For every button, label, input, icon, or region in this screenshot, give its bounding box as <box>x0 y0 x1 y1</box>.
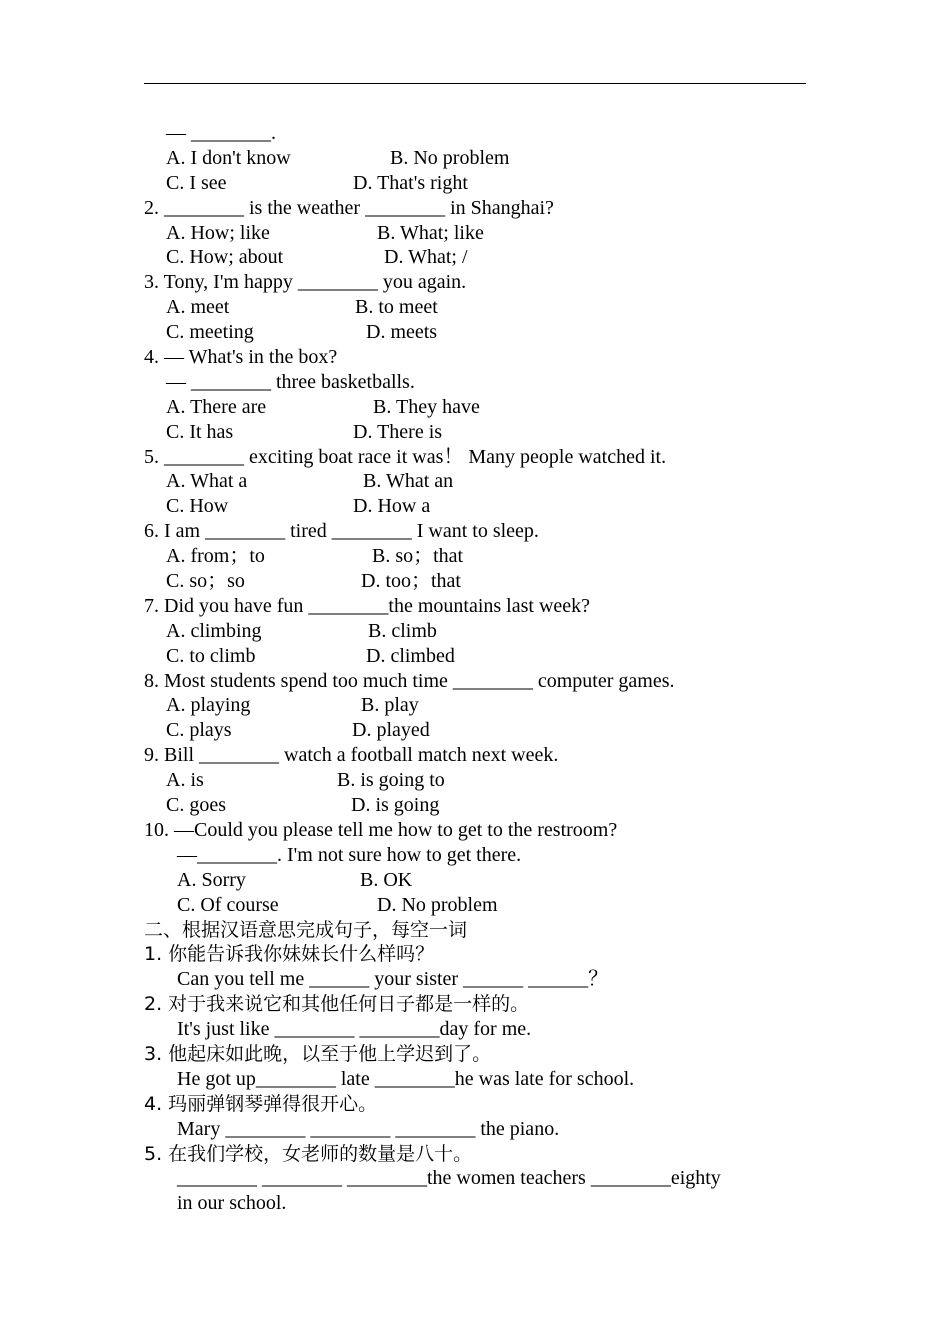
answer-options-row <box>144 868 824 893</box>
question-line: 4. — What's in the box? <box>144 346 338 369</box>
option-left: C. meeting <box>166 321 254 344</box>
option-left: A. is <box>166 769 204 792</box>
option-left: C. How; about <box>166 246 284 269</box>
question-line: ________ ________ ________the women teachers ________eighty <box>177 1167 721 1190</box>
option-right: B. OK <box>360 868 413 891</box>
header-rule <box>144 83 806 84</box>
worksheet-body <box>144 121 824 1216</box>
option-left: C. Of course <box>177 893 279 916</box>
question-line: 5. ________ exciting boat race it was！ Many people watched it. <box>144 445 667 468</box>
question-line: in our school. <box>177 1192 287 1215</box>
chinese-prompt-line: 二、根据汉语意思完成句子，每空一词 <box>144 918 468 941</box>
question-line: 2. ________ is the weather ________ in Shanghai? <box>144 196 554 219</box>
option-left: C. to climb <box>166 644 256 667</box>
answer-options-row <box>144 893 824 918</box>
answer-options-row <box>144 793 824 818</box>
option-left: A. There are <box>166 395 267 418</box>
question-line: He got up________ late ________he was late for school. <box>177 1067 635 1090</box>
option-right: B. so；that <box>372 545 464 568</box>
answer-options-row <box>144 469 824 494</box>
question-line: Can you tell me ______ your sister ______ ______？ <box>177 968 609 991</box>
question-line: 6. I am ________ tired ________ I want to sleep. <box>144 520 539 543</box>
option-right: D. is going <box>351 794 440 817</box>
question-line: It's just like ________ ________day for me. <box>177 1018 532 1041</box>
answer-options-row <box>144 295 824 320</box>
answer-options-row <box>144 768 824 793</box>
option-right: B. No problem <box>390 146 510 169</box>
question-line: 8. Most students spend too much time ________ computer games. <box>144 669 675 692</box>
option-left: C. It has <box>166 420 234 443</box>
option-right: B. climb <box>368 619 437 642</box>
option-left: A. from；to <box>166 545 265 568</box>
option-right: D. meets <box>366 321 438 344</box>
option-right: B. What an <box>363 470 454 493</box>
chinese-prompt-line: 2. 对于我来说它和其他任何日子都是一样的。 <box>144 993 530 1016</box>
answer-options-row <box>144 544 824 569</box>
answer-options-row <box>144 395 824 420</box>
option-right: B. What; like <box>377 221 484 244</box>
answer-options-row <box>144 221 824 246</box>
option-left: C. How <box>166 495 229 518</box>
option-left: A. I don't know <box>166 146 291 169</box>
option-right: D. too；that <box>361 570 461 593</box>
answer-options-row <box>144 619 824 644</box>
answer-options-row <box>144 693 824 718</box>
option-right: D. How a <box>353 495 431 518</box>
answer-options-row <box>144 146 824 171</box>
answer-options-row <box>144 494 824 519</box>
question-line: 3. Tony, I'm happy ________ you again. <box>144 271 467 294</box>
option-left: A. climbing <box>166 619 262 642</box>
answer-options-row <box>144 420 824 445</box>
chinese-prompt-line: 5. 在我们学校，女老师的数量是八十。 <box>144 1142 473 1165</box>
option-right: D. What; / <box>384 246 468 269</box>
option-right: D. No problem <box>377 893 498 916</box>
option-left: A. How; like <box>166 221 270 244</box>
option-left: C. so；so <box>166 570 245 593</box>
answer-options-row <box>144 320 824 345</box>
answer-options-row <box>144 569 824 594</box>
question-line: —________. I'm not sure how to get there. <box>177 843 522 866</box>
option-right: D. climbed <box>366 644 455 667</box>
option-right: D. played <box>352 719 430 742</box>
option-right: D. That's right <box>353 171 468 194</box>
question-line: 10. —Could you please tell me how to get to the restroom? <box>144 818 618 841</box>
question-line: 9. Bill ________ watch a football match next week. <box>144 744 559 767</box>
option-left: C. goes <box>166 794 226 817</box>
answer-options-row <box>144 245 824 270</box>
answer-options-row <box>144 171 824 196</box>
chinese-prompt-line: 4. 玛丽弹钢琴弹得很开心。 <box>144 1092 378 1115</box>
question-line: Mary ________ ________ ________ the piano. <box>177 1117 560 1140</box>
answer-options-row <box>144 718 824 743</box>
option-left: C. I see <box>166 171 227 194</box>
question-line: — ________. <box>166 122 276 144</box>
option-right: B. to meet <box>355 296 438 319</box>
question-line: 7. Did you have fun ________the mountains last week? <box>144 594 591 617</box>
option-left: A. meet <box>166 296 230 319</box>
option-left: A. playing <box>166 694 251 717</box>
option-left: A. What a <box>166 470 248 493</box>
option-right: B. play <box>361 694 419 717</box>
option-left: A. Sorry <box>177 868 246 891</box>
question-line: — ________ three basketballs. <box>166 370 415 393</box>
option-right: B. is going to <box>337 769 445 792</box>
option-right: D. There is <box>353 420 443 443</box>
chinese-prompt-line: 3. 他起床如此晚，以至于他上学迟到了。 <box>144 1042 492 1065</box>
option-right: B. They have <box>373 395 480 418</box>
option-left: C. plays <box>166 719 232 742</box>
answer-options-row <box>144 644 824 669</box>
chinese-prompt-line: 1. 你能告诉我你妹妹长什么样吗？ <box>144 943 435 966</box>
